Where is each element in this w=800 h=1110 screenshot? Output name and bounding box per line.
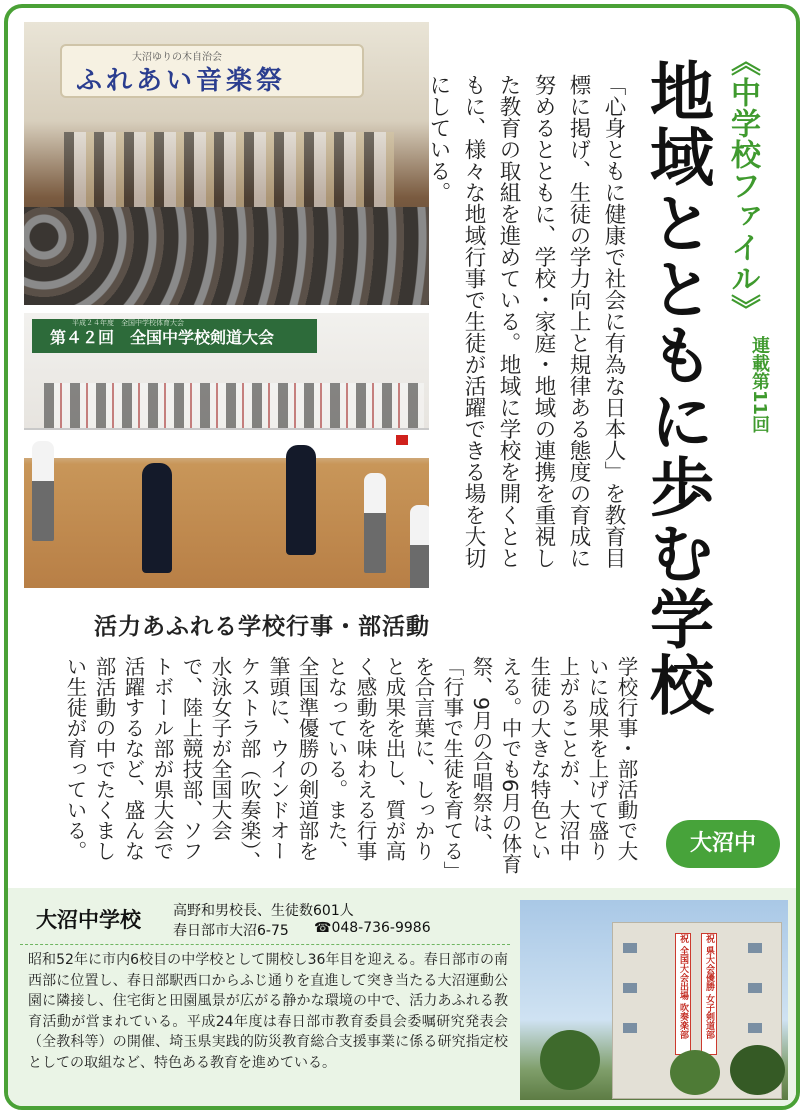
body-paragraph: 学校行事・部活動で大いに成果を上げて盛り上がることが、大沼中生徒の大きな特色といえる。中でも6月の体育祭、9月の合唱祭は、「行事で生徒を育てる」を合言葉に、しっかりと成果を出し、質が高く感動を味わえる行事となっている。また、全国準優勝の剣道部を筆頭に、ウインドオーケストラ部（吹奏楽）、水泳女子が全国大会で、陸上競技部、ソフトボール部が県大会で活躍するなど、盛んな部活動の中でたくましい生徒が育っている。 bbox=[63, 656, 638, 875]
officials-table bbox=[24, 428, 429, 458]
kendo-fighter-left bbox=[142, 463, 172, 573]
window bbox=[748, 1023, 762, 1033]
kendo-fighter-right bbox=[286, 445, 316, 555]
window bbox=[623, 1023, 637, 1033]
series-label: 《中学校ファイル》 bbox=[725, 46, 760, 325]
subheading: 活力あふれる学校行事・部活動 bbox=[94, 614, 430, 640]
school-address: 春日部市大沼6-75 bbox=[173, 923, 289, 939]
building-banner-brass: 祝 全国大会出場 吹奏楽部 bbox=[675, 933, 691, 1055]
lead-paragraph: 「心身ともに健康で社会に有為な日本人」を教育目標に掲げ、生徒の学力向上と規律ある態度の育成に努めるとともに、学校・家庭・地域の連携を重視した教育の取組を進めている。地域に学校を開くとともに、様々な地域行事で生徒が活躍できる場を大切にしている。 bbox=[426, 74, 626, 569]
principal-line: 高野和男校長、生徒数601人 bbox=[173, 903, 354, 919]
headline: 地域とともに歩む学校 bbox=[639, 58, 714, 718]
concert-banner-small-text: 大沼ゆりの木自治会 bbox=[132, 52, 222, 63]
school-building-photo bbox=[520, 900, 788, 1100]
concert-photo bbox=[24, 22, 429, 305]
referee-right bbox=[364, 473, 386, 573]
kendo-banner-small-text: 平成２４年度 全国中学校体育大会 bbox=[72, 319, 184, 327]
school-info-box bbox=[8, 888, 796, 1106]
referee-back bbox=[410, 505, 429, 588]
kendo-photo bbox=[24, 313, 429, 588]
tree bbox=[730, 1045, 785, 1095]
school-description: 昭和52年に市内6校目の中学校として開校し36年目を迎える。春日部市の南西部に位置し、春日部駅西口からふじ通りを直進して突き当たる大沼運動公園に隣接し、住宅街と田園風景が広がる静かな環境の中で、活力あふれる教育活動が営まれている。平成24年度は春日部市教育委員会委嘱研究発表会（全教科等）の開催、埼玉県実践的防災教育総合支援事業に係る研究指定校としての取組など、特色ある教育を進めている。 bbox=[28, 952, 508, 1071]
tree bbox=[540, 1030, 600, 1090]
school-phone: ☎048-736-9986 bbox=[314, 920, 431, 936]
tree bbox=[670, 1050, 720, 1095]
band-members bbox=[64, 132, 394, 212]
red-flag bbox=[396, 435, 408, 445]
article-page bbox=[4, 4, 800, 1110]
school-name: 大沼中学校 bbox=[36, 908, 141, 932]
window bbox=[623, 943, 637, 953]
divider bbox=[20, 944, 510, 945]
building-banner-kendo: 祝 県大会優勝 女子剣道部 bbox=[701, 933, 717, 1055]
concert-banner-text: ふれあい音楽祭 bbox=[76, 66, 287, 96]
kendo-banner-text: 第４２回 全国中学校剣道大会 bbox=[50, 328, 275, 347]
window bbox=[623, 983, 637, 993]
audience bbox=[24, 207, 429, 305]
referee-left bbox=[32, 441, 54, 541]
window bbox=[748, 943, 762, 953]
window bbox=[748, 983, 762, 993]
concert-banner bbox=[60, 44, 364, 98]
school-badge: 大沼中 bbox=[666, 820, 780, 868]
series-number: 連載第11回 bbox=[749, 336, 770, 434]
kendo-banner bbox=[32, 319, 317, 353]
